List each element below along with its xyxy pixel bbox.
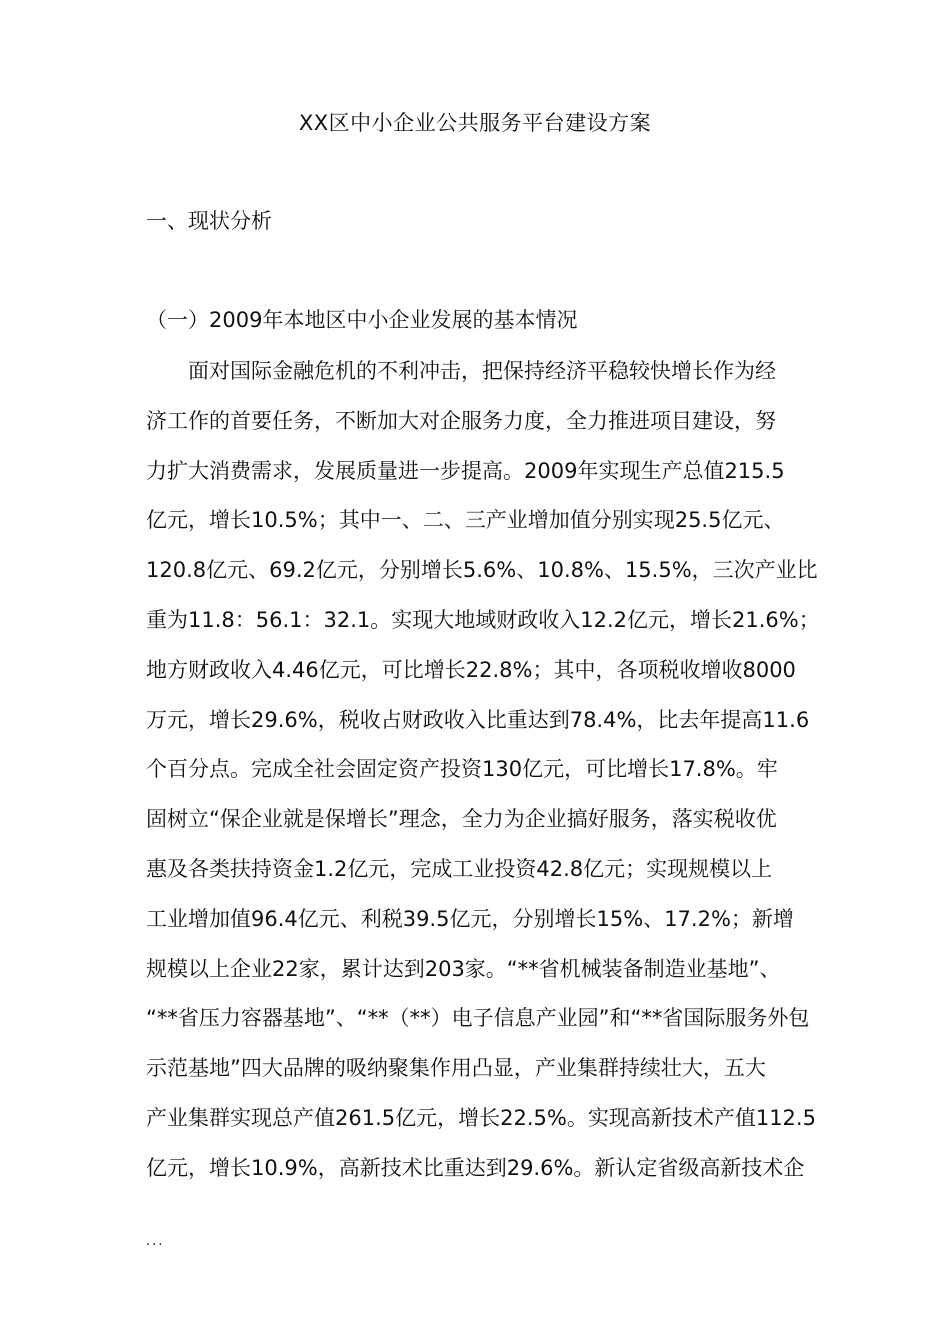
paragraph-line: 个百分点。完成全社会固定资产投资130亿元，可比增长17.8%。牢 [146,757,778,782]
section-heading: 一、现状分析 [146,209,272,233]
paragraph-line: 产业集群实现总产值261.5亿元，增长22.5%。实现高新技术产值112.5 [146,1105,816,1130]
paragraph-line: 惠及各类扶持资金1.2亿元，完成工业投资42.8亿元；实现规模以上 [146,856,773,881]
paragraph-line: 固树立“保企业就是保增长”理念，全力为企业搞好服务，落实税收优 [146,807,777,832]
paragraph-line: 工业增加值96.4亿元、利税39.5亿元，分别增长15%、17.2%；新增 [146,906,794,931]
paragraph-line: 120.8亿元、69.2亿元，分别增长5.6%、10.8%、15.5%，三次产业比 [146,558,818,583]
body-paragraph [146,352,826,1199]
paragraph-line: 重为11.8：56.1：32.1。实现大地域财政收入12.2亿元，增长21.6%； [146,607,820,632]
document-title: XX区中小企业公共服务平台建设方案 [298,111,652,135]
paragraph-line: “**省压力容器基地”、“**（**）电子信息产业园”和“**省国际服务外包 [146,1006,810,1031]
paragraph-line: 亿元，增长10.5%；其中一、二、三产业增加值分别实现25.5亿元、 [146,508,785,533]
paragraph-line: 济工作的首要任务，不断加大对企服务力度，全力推进项目建设，努 [146,408,776,433]
continuation-ellipsis: ... [146,1234,165,1249]
paragraph-line: 地方财政收入4.46亿元，可比增长22.8%；其中，各项税收增收8000 [146,657,796,682]
paragraph-line: 面对国际金融危机的不利冲击，把保持经济平稳较快增长作为经 [188,359,776,383]
paragraph-line: 规模以上企业22家，累计达到203家。“**省机械装备制造业基地”、 [146,956,781,981]
paragraph-line: 力扩大消费需求，发展质量进一步提高。2009年实现生产总值215.5 [146,458,785,483]
paragraph-line: 万元，增长29.6%，税收占财政收入比重达到78.4%，比去年提高11.6 [146,707,810,732]
paragraph-line: 示范基地”四大品牌的吸纳聚集作用凸显，产业集群持续壮大，五大 [146,1056,766,1081]
paragraph-line: 亿元，增长10.9%，高新技术比重达到29.6%。新认定省级高新技术企 [146,1155,805,1180]
subsection-heading: （一）2009年本地区中小企业发展的基本情况 [146,308,578,332]
